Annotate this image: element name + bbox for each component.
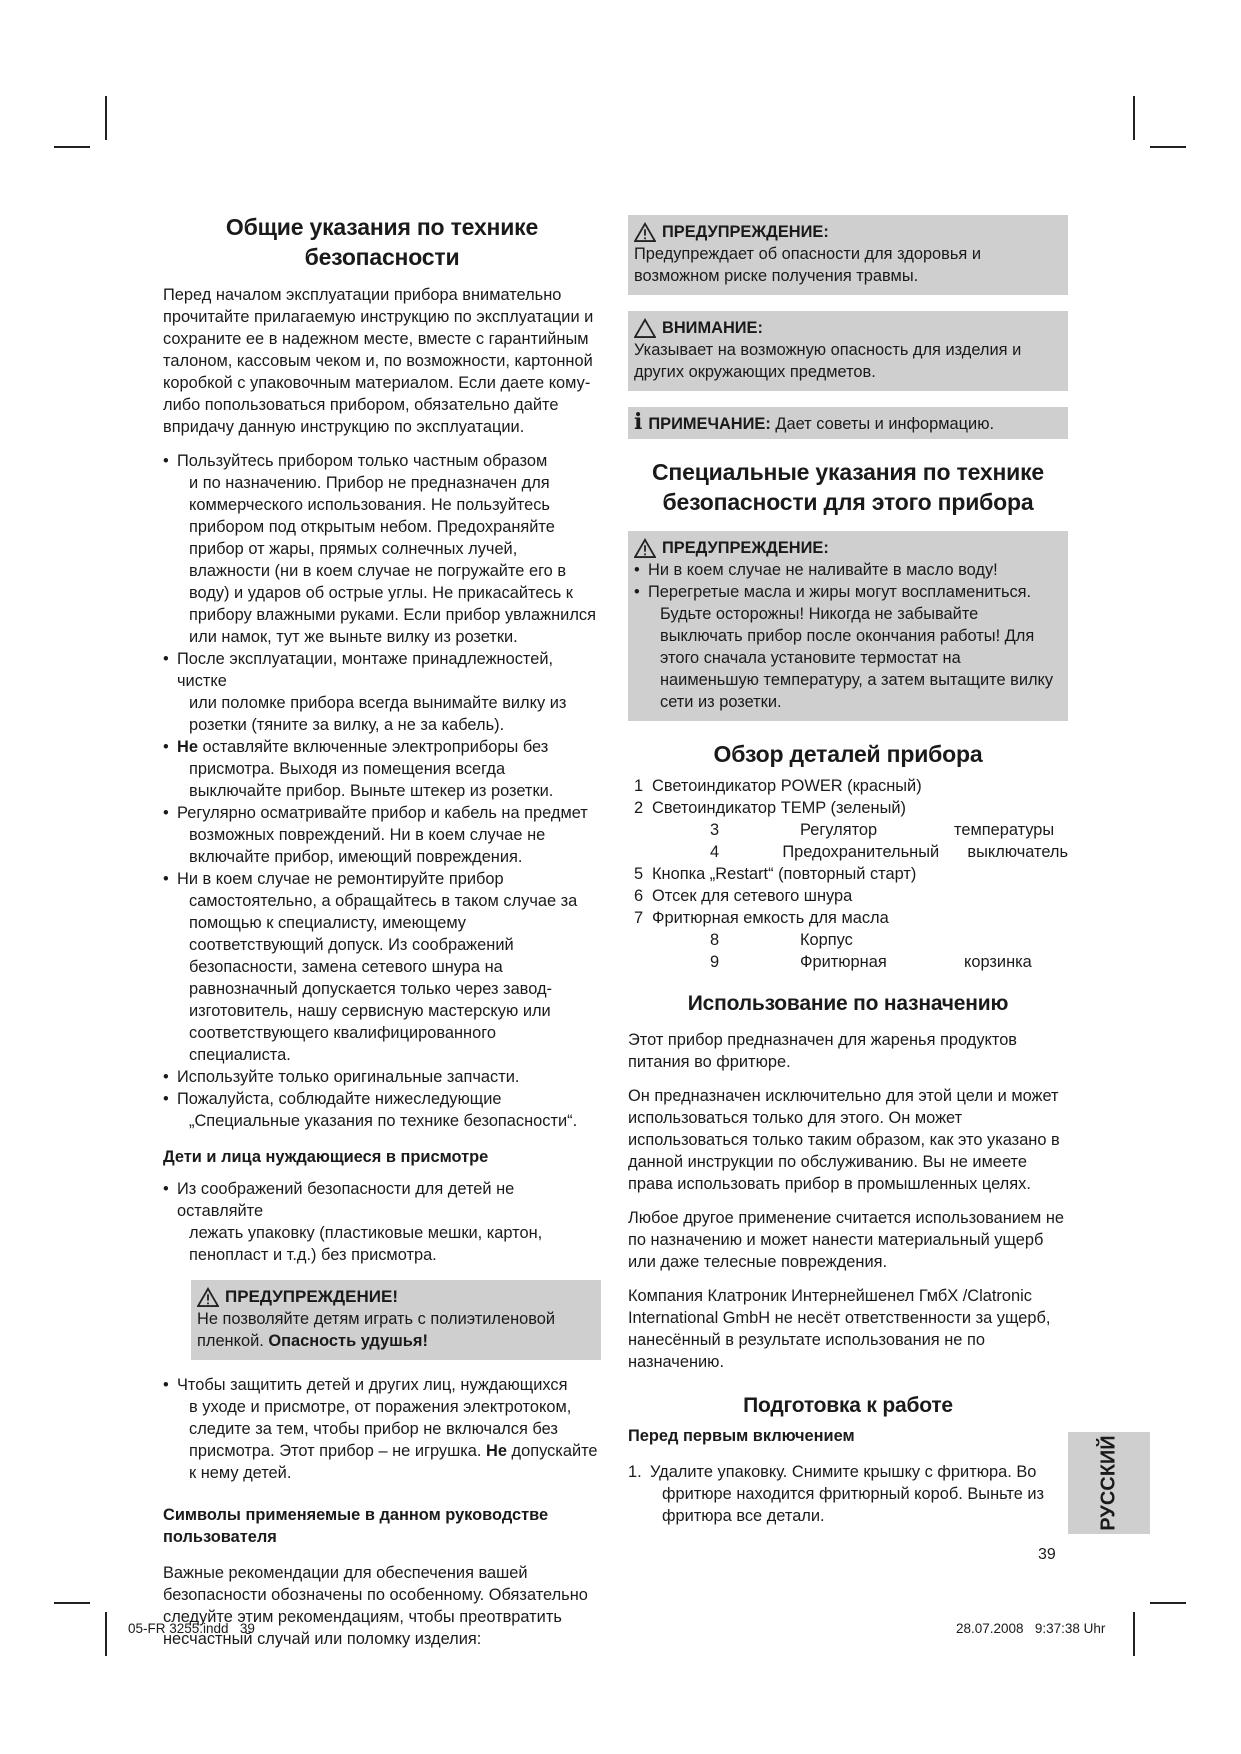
usage-paragraph-2: Он предназначен исключительно для этой цели и может использоваться только для этого. Он может использоваться только таким образом, как это указано в данной инструкции по обслуживанию. Вы не имеете права использовать прибор в промышленных целях. bbox=[628, 1087, 1060, 1193]
child-warning-box: ПРЕДУПРЕЖДЕНИЕ! Не позволяйте детям играть с полиэтиленовой пленкой. Опасность удушья! bbox=[191, 1280, 601, 1360]
usage-paragraph-1: Этот прибор предназначен для жаренья продуктов питания во фритюре. bbox=[628, 1031, 1018, 1071]
list-item: • Пожалуйста, соблюдайте нижеследующие „Специальные указания по технике безопасности“. bbox=[163, 1088, 601, 1132]
intro-paragraph: Перед началом эксплуатации прибора внимательно прочитайте прилагаемую инструкцию по эксплуатации и сохраните ее в надежном месте, вместе с гарантийным талоном, кассовым чеком и, по возможности, картонной коробкой с упаковочным материалом. Если даете кому-либо попользоваться прибором, обязательно дайте впридачу данную инструкцию по эксплуатации. bbox=[163, 286, 594, 436]
child-warning-title: ПРЕДУПРЕЖДЕНИЕ! bbox=[225, 1287, 398, 1306]
list-item: 7 Фритюрная емкость для масла bbox=[634, 909, 889, 927]
crop-mark bbox=[1133, 1612, 1135, 1656]
right-column bbox=[628, 215, 1068, 1527]
list-item: • Не оставляйте включенные электроприборы без присмотра. Выходя из помещения всегда выключайте прибор. Выньте штекер из розетки. bbox=[163, 736, 601, 802]
crop-mark bbox=[105, 1612, 107, 1656]
warning-definition-box bbox=[628, 215, 1068, 295]
usage-paragraph-3: Любое другое применение считается использованием не по назначению и может нанести материальный ущерб или даже телесные повреждения. bbox=[628, 1209, 1065, 1271]
crop-mark bbox=[54, 146, 90, 148]
list-item: 3 Регулятор температуры bbox=[710, 821, 1055, 839]
list-item: 6 Отсек для сетевого шнура bbox=[634, 887, 853, 905]
list-item: • Из соображений безопасности для детей не оставляйте лежать упаковку (пластиковые мешки, картон, пенопласт и т.д.) без присмотра. bbox=[163, 1178, 601, 1266]
children-heading: Дети и лица нуждающиеся в присмотре bbox=[163, 1148, 489, 1166]
parts-overview-title: Обзор деталей прибора bbox=[713, 741, 983, 767]
caution-definition-box bbox=[628, 311, 1068, 391]
list-item: • Пользуйтесь прибором только частным образом и по назначению. Прибор не предназначен для коммерческого использования. Не пользуйтесь прибором под открытым небом. Предохраняйте прибор от жары, прямых солнечных лучей, влажности (ни в коем случае не погружайте его в воду) и ударов об острые углы. Не прикасайтесь к прибору влажными руками. Если прибор увлажнился или намок, тут же выньте вилку из розетки. bbox=[163, 450, 601, 648]
list-item: 9 Фритюрная корзинка bbox=[710, 953, 1032, 971]
preparation-steps bbox=[628, 1461, 1068, 1527]
list-item: • Ни в коем случае не наливайте в масло воду! bbox=[634, 559, 1062, 581]
list-item: 1 Светоиндикатор POWER (красный) bbox=[634, 777, 922, 795]
warning-text: Предупреждает об опасности для здоровья и возможном риске получения травмы. bbox=[634, 245, 982, 285]
usage-paragraph-4: Компания Клатроник Интернейшенел ГмбХ /Clatronic International GmbH не несёт ответственности за ущерб, нанесённый в результате использования не по назначению. bbox=[628, 1287, 1051, 1371]
list-item: 1. Удалите упаковку. Снимите крышку с фритюра. Во фритюре находится фритюрный короб. Выньте из фритюра все детали. bbox=[628, 1463, 1045, 1525]
children-bullet-list-2 bbox=[163, 1374, 601, 1484]
info-icon: i bbox=[634, 409, 643, 435]
crop-mark bbox=[105, 96, 107, 140]
list-item: • Регулярно осматривайте прибор и кабель на предмет возможных повреждений. Ни в коем случае не включайте прибор, имеющий повреждения. bbox=[163, 802, 601, 868]
crop-mark bbox=[54, 1602, 90, 1604]
warning-title: ПРЕДУПРЕЖДЕНИЕ: bbox=[662, 223, 829, 241]
footer-file-info: 05-FR 3255.indd 39 bbox=[128, 1621, 255, 1636]
footer-timestamp: 28.07.2008 9:37:38 Uhr bbox=[956, 1621, 1106, 1636]
safety-bullet-list bbox=[163, 450, 601, 1132]
list-item: • Чтобы защитить детей и других лиц, нуждающихся в уходе и присмотре, от поражения электротоком, следите за тем, чтобы прибор не включался без присмотра. Этот прибор – не игрушка. Не допускайте к нему детей. bbox=[163, 1374, 601, 1484]
crop-mark bbox=[1133, 96, 1135, 140]
before-first-use-heading: Перед первым включением bbox=[628, 1427, 855, 1445]
warning-triangle-icon bbox=[197, 1287, 219, 1307]
crop-mark bbox=[1150, 146, 1186, 148]
warning-triangle-icon bbox=[634, 222, 656, 242]
left-column bbox=[163, 212, 601, 1662]
parts-list bbox=[628, 775, 1068, 973]
caution-title: ВНИМАНИЕ: bbox=[662, 319, 763, 337]
caution-triangle-icon bbox=[634, 318, 656, 338]
list-item: 5 Кнопка „Restart“ (повторный старт) bbox=[634, 865, 917, 883]
special-warning-title: ПРЕДУПРЕЖДЕНИЕ: bbox=[662, 539, 829, 557]
list-item: • Перегретые масла и жиры могут воспламениться. Будьте осторожны! Никогда не забывайте выключать прибор после окончания работы! Для этого сначала установите термостат на наименьшую температуру, а затем вытащите вилку сети из розетки. bbox=[634, 581, 1062, 713]
note-text: Дает советы и информацию. bbox=[775, 415, 995, 433]
special-safety-title: Специальные указания по технике безопасности для этого прибора bbox=[652, 459, 1044, 515]
symbols-paragraph: Важные рекомендации для обеспечения вашей безопасности обозначены по особенному. Обязательно следуйте этим рекомендациям, чтобы преотвратить несчастный случай или поломку изделия: bbox=[163, 1564, 588, 1648]
list-item: 2 Светоиндикатор TEMP (зеленый) bbox=[634, 799, 906, 817]
list-item: • Используйте только оригинальные запчасти. bbox=[163, 1066, 601, 1088]
page-number: 39 bbox=[1038, 1546, 1056, 1563]
general-safety-title: Общие указания по технике безопасности bbox=[225, 214, 539, 270]
children-bullet-list bbox=[163, 1178, 601, 1266]
list-item: • После эксплуатации, монтаже принадлежностей, чистке или поломке прибора всегда вынимайте вилку из розетки (тяните за вилку, а не за кабель). bbox=[163, 648, 601, 736]
crop-mark bbox=[1150, 1602, 1186, 1604]
note-definition-box bbox=[628, 407, 1068, 439]
note-title: ПРИМЕЧАНИЕ: bbox=[648, 415, 771, 433]
intended-use-title: Использование по назначению bbox=[687, 992, 1009, 1015]
language-tab: РУССКИЙ bbox=[1068, 1432, 1150, 1534]
list-item: • Ни в коем случае не ремонтируйте прибор самостоятельно, а обращайтесь в таком случае за помощью к специалисту, имеющему соответствующий допуск. Из соображений безопасности, замена сетевого шнура на равнозначный допускается только через завод-изготовитель, нашу сервисную мастерскую или соответствующего квалифицированного специалиста. bbox=[163, 868, 601, 1066]
special-warning-box bbox=[628, 531, 1068, 721]
symbols-heading: Символы применяемые в данном руководстве пользователя bbox=[163, 1506, 549, 1546]
list-item: 8 Корпус bbox=[710, 931, 853, 949]
preparation-title: Подготовка к работе bbox=[743, 1394, 953, 1417]
caution-text: Указывает на возможную опасность для изделия и других окружающих предметов. bbox=[634, 341, 1022, 381]
list-item: 4 Предохранительный выключатель bbox=[710, 843, 1068, 861]
warning-triangle-icon bbox=[634, 538, 656, 558]
